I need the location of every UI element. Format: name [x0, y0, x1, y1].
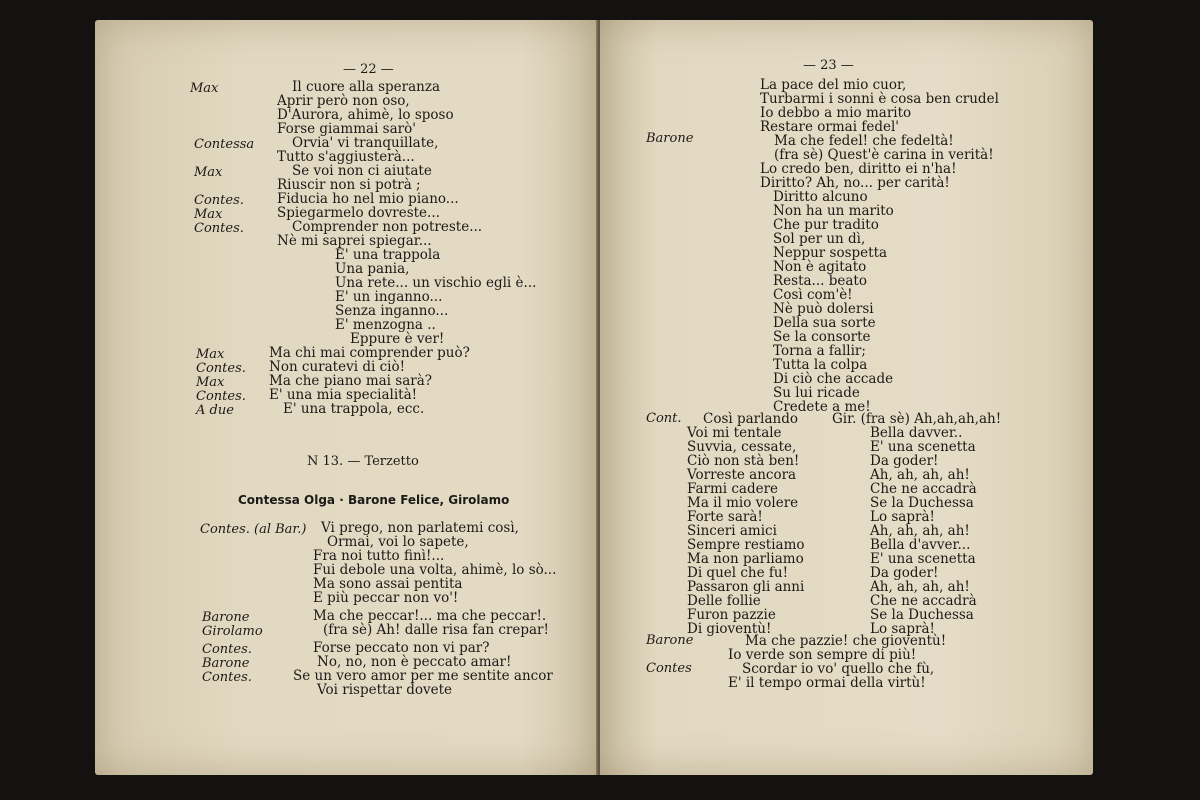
- verse-line: E' una trappola, ecc.: [283, 401, 425, 417]
- speaker-label: Contes.: [194, 193, 244, 208]
- verse-line: E' il tempo ormai della virtù!: [728, 675, 926, 691]
- verse-line: Della sua sorte: [773, 315, 876, 331]
- verse-line-right-column: Gir. (fra sè) Ah,ah,ah,ah!: [832, 411, 1002, 427]
- verse-line-left-column: Vorreste ancora: [687, 467, 797, 483]
- number-heading: N 13. — Terzetto: [307, 454, 419, 469]
- speaker-label: Max: [190, 81, 219, 96]
- verse-line-right-column: Che ne accadrà: [870, 481, 977, 497]
- verse-line-right-column: Ah, ah, ah, ah!: [870, 523, 970, 539]
- verse-line-right-column: Lo saprà!: [870, 509, 935, 525]
- verse-line: Spiegarmelo dovreste...: [277, 205, 440, 221]
- verse-line-right-column: Bella d'avver...: [870, 537, 971, 553]
- speaker-cont: Cont.: [646, 411, 682, 426]
- verse-line-left-column: Passaron gli anni: [687, 579, 805, 595]
- verse-line-right-column: Ah, ah, ah, ah!: [870, 467, 970, 483]
- verse-line: Ma che fedel! che fedeltà!: [774, 133, 954, 149]
- verse-line-right-column: E' una scenetta: [870, 551, 976, 567]
- verse-line: Ma che piano mai sarà?: [269, 373, 432, 389]
- verse-line: Ma sono assai pentita: [313, 576, 463, 592]
- page-number-left: — 22 —: [343, 62, 394, 77]
- verse-line: Tutto s'aggiusterà...: [277, 149, 415, 165]
- verse-line: Non è agitato: [773, 259, 867, 275]
- verse-line: Io debbo a mio marito: [760, 105, 912, 121]
- speaker-label: Contes.: [202, 642, 252, 657]
- verse-line: E' una trappola: [335, 247, 441, 263]
- speaker-barone-2: Barone: [646, 633, 694, 648]
- verse-line-left-column: Così parlando: [703, 411, 798, 427]
- verse-line: Comprender non potreste...: [292, 219, 483, 235]
- verse-line: Eppure è ver!: [350, 331, 445, 347]
- verse-line: La pace del mio cuor,: [760, 77, 907, 93]
- verse-line: Su lui ricade: [773, 385, 860, 401]
- verse-line-right-column: E' una scenetta: [870, 439, 976, 455]
- verse-line-right-column: Da goder!: [870, 453, 939, 469]
- verse-line-left-column: Di quel che fu!: [687, 565, 789, 581]
- verse-line-right-column: Ah, ah, ah, ah!: [870, 579, 970, 595]
- verse-line: Ma che pazzie! che gioventù!: [745, 633, 947, 649]
- verse-line: Vi prego, non parlatemi così,: [321, 520, 519, 536]
- verse-line: Il cuore alla speranza: [292, 79, 440, 95]
- verse-line: No, no, non è peccato amar!: [317, 654, 512, 670]
- verse-line: Non curatevi di ciò!: [269, 359, 406, 375]
- verse-line-left-column: Delle follie: [687, 593, 761, 609]
- verse-line-left-column: Ma il mio volere: [687, 495, 799, 511]
- verse-line: E' un inganno...: [335, 289, 443, 305]
- speaker-contes: Contes: [646, 661, 692, 676]
- page-number-right: — 23 —: [803, 58, 854, 73]
- speaker-label: Max: [196, 375, 225, 390]
- speaker-label: Contes.: [196, 361, 246, 376]
- verse-line: Di ciò che accade: [773, 371, 894, 387]
- verse-line-right-column: Bella davver..: [870, 425, 963, 441]
- verse-line: Riuscir non si potrà ;: [277, 177, 421, 193]
- verse-line-left-column: Di gioventù!: [687, 621, 772, 637]
- speaker-label: Contes. (al Bar.): [200, 522, 307, 537]
- verse-line: E' una mia specialità!: [269, 387, 418, 403]
- verse-line: Ormai, voi lo sapete,: [327, 534, 469, 550]
- verse-line: Neppur sospetta: [773, 245, 888, 261]
- verse-line-left-column: Sempre restiamo: [687, 537, 805, 553]
- verse-line: Se la consorte: [773, 329, 871, 345]
- verse-line: E più peccar non vo'!: [313, 590, 459, 606]
- verse-line: Voi rispettar dovete: [317, 682, 453, 698]
- verse-line: Aprir però non oso,: [277, 93, 410, 109]
- verse-line: Nè mi saprei spiegar...: [277, 233, 432, 249]
- verse-line: Restare ormai fedel': [760, 119, 899, 135]
- left-page: [95, 20, 597, 775]
- verse-line-right-column: Lo saprà!: [870, 621, 935, 637]
- verse-line: Sol per un dì,: [773, 231, 866, 247]
- verse-line-left-column: Sinceri amici: [687, 523, 777, 539]
- speaker-label: Barone: [202, 610, 250, 625]
- verse-line: Diritto alcuno: [773, 189, 868, 205]
- verse-line: Non ha un marito: [773, 203, 894, 219]
- verse-line: (fra sè) Quest'è carina in verità!: [774, 147, 994, 163]
- speaker-label: Max: [194, 165, 223, 180]
- verse-line: Nè può dolersi: [773, 301, 874, 317]
- verse-line-left-column: Furon pazzie: [687, 607, 776, 623]
- verse-line: Torna a fallir;: [773, 343, 866, 359]
- verse-line: Fiducia ho nel mio piano...: [277, 191, 459, 207]
- speaker-barone-1: Barone: [646, 131, 694, 146]
- verse-line-left-column: Ciò non stà ben!: [687, 453, 800, 469]
- verse-line-right-column: Se la Duchessa: [870, 495, 974, 511]
- verse-line-left-column: Suvvia, cessate,: [687, 439, 797, 455]
- speaker-label: Contes.: [196, 389, 246, 404]
- verse-line-left-column: Ma non parliamo: [687, 551, 804, 567]
- verse-line: Ma chi mai comprender può?: [269, 345, 470, 361]
- verse-line: Fui debole una volta, ahimè, lo sò...: [313, 562, 557, 578]
- verse-line: Forse giammai sarò': [277, 121, 416, 137]
- verse-line: Così com'è!: [773, 287, 853, 303]
- verse-line-left-column: Farmi cadere: [687, 481, 779, 497]
- speaker-label: Max: [196, 347, 225, 362]
- verse-line: E' menzogna ..: [335, 317, 436, 333]
- speaker-label: Contes.: [194, 221, 244, 236]
- characters-line: Contessa Olga · Barone Felice, Girolamo: [238, 493, 510, 507]
- verse-line: Una rete... un vischio egli è...: [335, 275, 537, 291]
- right-page: [600, 20, 1093, 775]
- verse-line: Forse peccato non vi par?: [313, 640, 490, 656]
- speaker-label: Girolamo: [202, 624, 263, 639]
- verse-line: D'Aurora, ahimè, lo sposo: [277, 107, 454, 123]
- verse-line-right-column: Da goder!: [870, 565, 939, 581]
- verse-line: Una pania,: [335, 261, 410, 277]
- verse-line: Io verde son sempre di più!: [728, 647, 917, 663]
- verse-line-right-column: Se la Duchessa: [870, 607, 974, 623]
- speaker-label: Contes.: [202, 670, 252, 685]
- verse-line: Turbarmi i sonni è cosa ben crudel: [760, 91, 999, 107]
- verse-line: Resta... beato: [773, 273, 867, 289]
- verse-line: Se voi non ci aiutate: [292, 163, 432, 179]
- verse-line: Diritto? Ah, no... per carità!: [760, 175, 950, 191]
- verse-line: Senza inganno...: [335, 303, 449, 319]
- verse-line: Tutta la colpa: [773, 357, 868, 373]
- verse-line: Scordar io vo' quello che fù,: [742, 661, 935, 677]
- speaker-label: Contessa: [194, 137, 255, 152]
- speaker-label: Max: [194, 207, 223, 222]
- verse-line-left-column: Forte sarà!: [687, 509, 763, 525]
- verse-line: Fra noi tutto finì!...: [313, 548, 445, 564]
- verse-line: Lo credo ben, diritto ei n'ha!: [760, 161, 957, 177]
- verse-line: Ma che peccar!... ma che peccar!.: [313, 608, 547, 624]
- verse-line-left-column: Voi mi tentale: [687, 425, 782, 441]
- verse-line: Che pur tradito: [773, 217, 879, 233]
- verse-line: Orvia' vi tranquillate,: [292, 135, 439, 151]
- verse-line: Se un vero amor per me sentite ancor: [293, 668, 553, 684]
- verse-line-right-column: Che ne accadrà: [870, 593, 977, 609]
- speaker-label: A due: [196, 403, 234, 418]
- verse-line: (fra sè) Ah! dalle risa fan crepar!: [323, 622, 549, 638]
- speaker-label: Barone: [202, 656, 250, 671]
- verse-line: Credete a me!: [773, 399, 871, 415]
